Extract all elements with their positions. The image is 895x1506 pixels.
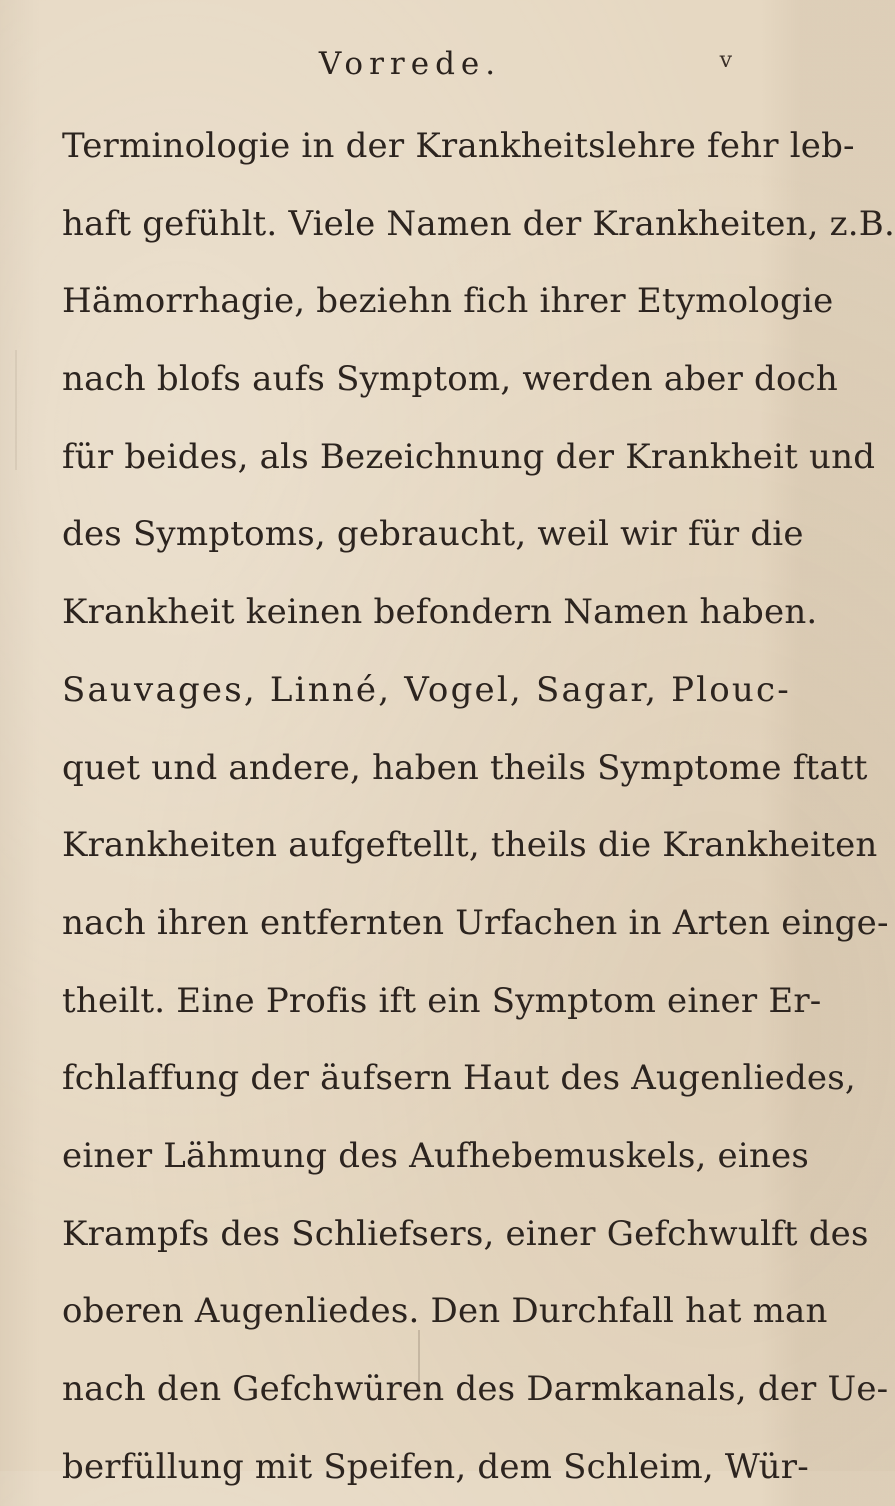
text-line: nach den Gefchwüren des Darmkanals, der Ue-	[62, 1369, 889, 1409]
text-line: Sauvages, Linné, Vogel, Sagar, Plouc-	[62, 669, 791, 710]
text-line: Krampfs des Schliefsers, einer Gefchwulft des	[62, 1213, 869, 1254]
text-line: Hämorrhagie, beziehn fich ihrer Etymologie	[62, 281, 834, 322]
text-line: haft gefühlt. Viele Namen der Krankheiten, z.B.	[62, 203, 895, 244]
text-line: quet und andere, haben theils Symptome ftatt	[62, 747, 868, 788]
page-header	[90, 38, 730, 98]
running-title: Vorrede.	[318, 46, 502, 82]
paper-fold-mark	[418, 1330, 420, 1400]
body-text	[62, 108, 895, 1506]
text-line: fchlaffung der äufsern Haut des Augenliedes,	[62, 1058, 856, 1099]
text-line: Krankheit keinen befondern Namen haben.	[62, 592, 818, 633]
text-line: nach blofs aufs Symptom, werden aber doch	[62, 359, 839, 400]
paper-fold-mark	[15, 350, 17, 470]
text-line: Krankheiten aufgeftellt, theils die Krankheiten	[62, 825, 878, 866]
text-line: für beides, als Bezeichnung der Krankheit und	[62, 436, 876, 477]
text-line: nach ihren entfernten Urfachen in Arten einge-	[62, 902, 889, 943]
text-line: einer Lähmung des Aufhebemuskels, eines	[62, 1135, 810, 1176]
text-line: oberen Augenliedes. Den Durchfall hat man	[62, 1291, 828, 1332]
signature-mark: v	[719, 48, 732, 73]
text-line: des Symptoms, gebraucht, weil wir für die	[62, 514, 804, 555]
text-line: theilt. Eine Profis ift ein Symptom einer Er-	[62, 980, 822, 1021]
text-line: Terminologie in der Krankheitslehre fehr leb-	[62, 126, 855, 166]
text-line: berfüllung mit Speifen, dem Schleim, Wür-	[62, 1446, 809, 1487]
